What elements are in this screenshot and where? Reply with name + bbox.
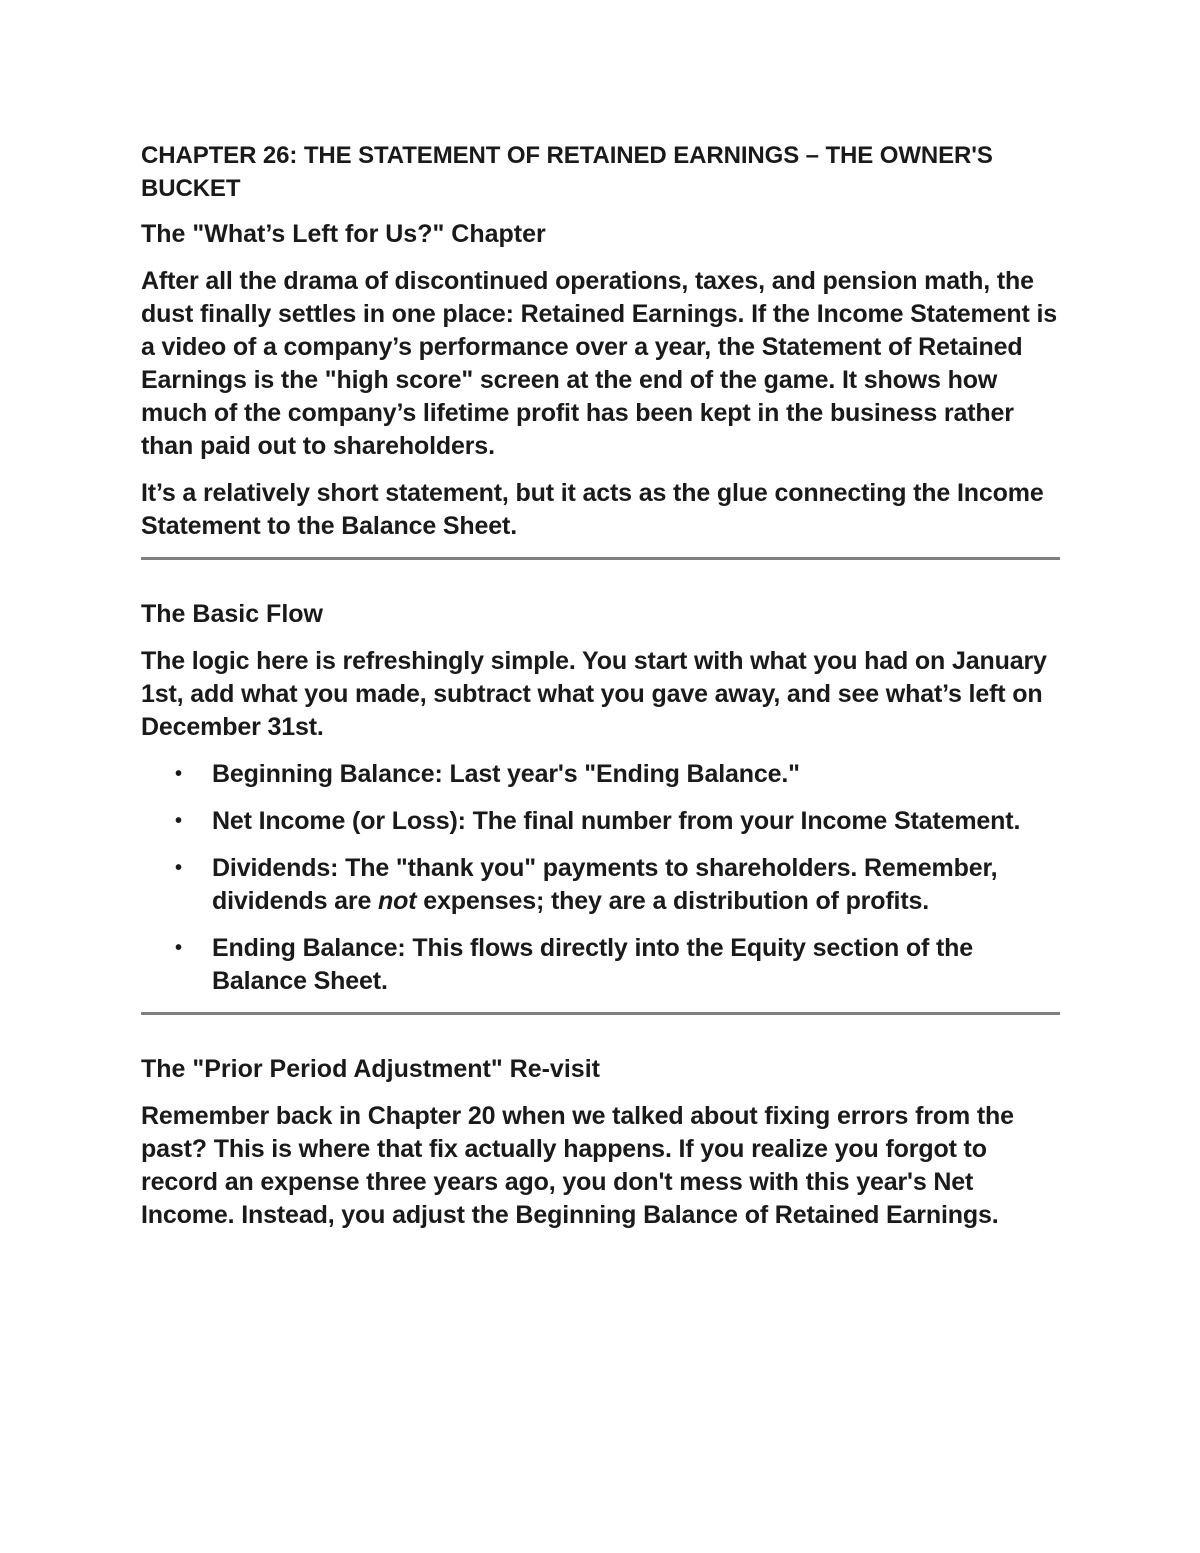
list-item-text-before: Dividends: The "thank you" payments to shareholders. Remember, dividends are xyxy=(212,854,998,915)
chapter-subtitle: The "What’s Left for Us?" Chapter xyxy=(141,220,546,248)
intro-paragraph: It’s a relatively short statement, but it acts as the glue connecting the Income Statement to the Balance Sheet. xyxy=(141,479,1044,540)
list-item-text-after: expenses; they are a distribution of profits. xyxy=(416,887,930,915)
prior-period-body: Remember back in Chapter 20 when we talked about fixing errors from the past? This is where that fix actually happens. If you realize you forgot to record an expense three years ago, you don't mess with this year's Net Income. Instead, you adjust the Beginning Balance of Retained Earnings. xyxy=(141,1102,1014,1229)
list-item xyxy=(141,852,1061,918)
document-page xyxy=(141,139,1061,1246)
list-item-emphasis: not xyxy=(378,887,417,915)
chapter-title: CHAPTER 26: THE STATEMENT OF RETAINED EARNINGS – THE OWNER'S BUCKET xyxy=(141,142,993,202)
intro-paragraph: After all the drama of discontinued operations, taxes, and pension math, the dust finally settles in one place: Retained Earnings. If the Income Statement is a video of a company’s performance over a year, the Statement of Retained Earnings is the "high score" screen at the end of the game. It shows how much of the company’s lifetime profit has been kept in the business rather than paid out to shareholders. xyxy=(141,267,1057,460)
list-item xyxy=(141,758,1061,791)
list-item xyxy=(141,805,1061,838)
list-item xyxy=(141,932,1061,998)
bullet-icon: • xyxy=(175,763,182,785)
section-divider xyxy=(141,1012,1060,1015)
list-item-text: Beginning Balance: Last year's "Ending Balance." xyxy=(212,760,800,788)
section-heading-basic-flow: The Basic Flow xyxy=(141,600,323,628)
bullet-icon: • xyxy=(175,857,182,879)
basic-flow-list xyxy=(141,758,1061,998)
list-item-text: Net Income (or Loss): The final number from your Income Statement. xyxy=(212,807,1021,835)
section-heading-prior-period: The "Prior Period Adjustment" Re-visit xyxy=(141,1055,600,1083)
list-item-text: Ending Balance: This flows directly into the Equity section of the Balance Sheet. xyxy=(212,934,974,995)
bullet-icon: • xyxy=(175,937,182,959)
section-divider xyxy=(141,557,1060,560)
basic-flow-intro: The logic here is refreshingly simple. You start with what you had on January 1st, add what you made, subtract what you gave away, and see what’s left on December 31st. xyxy=(141,647,1047,741)
bullet-icon: • xyxy=(175,810,182,832)
